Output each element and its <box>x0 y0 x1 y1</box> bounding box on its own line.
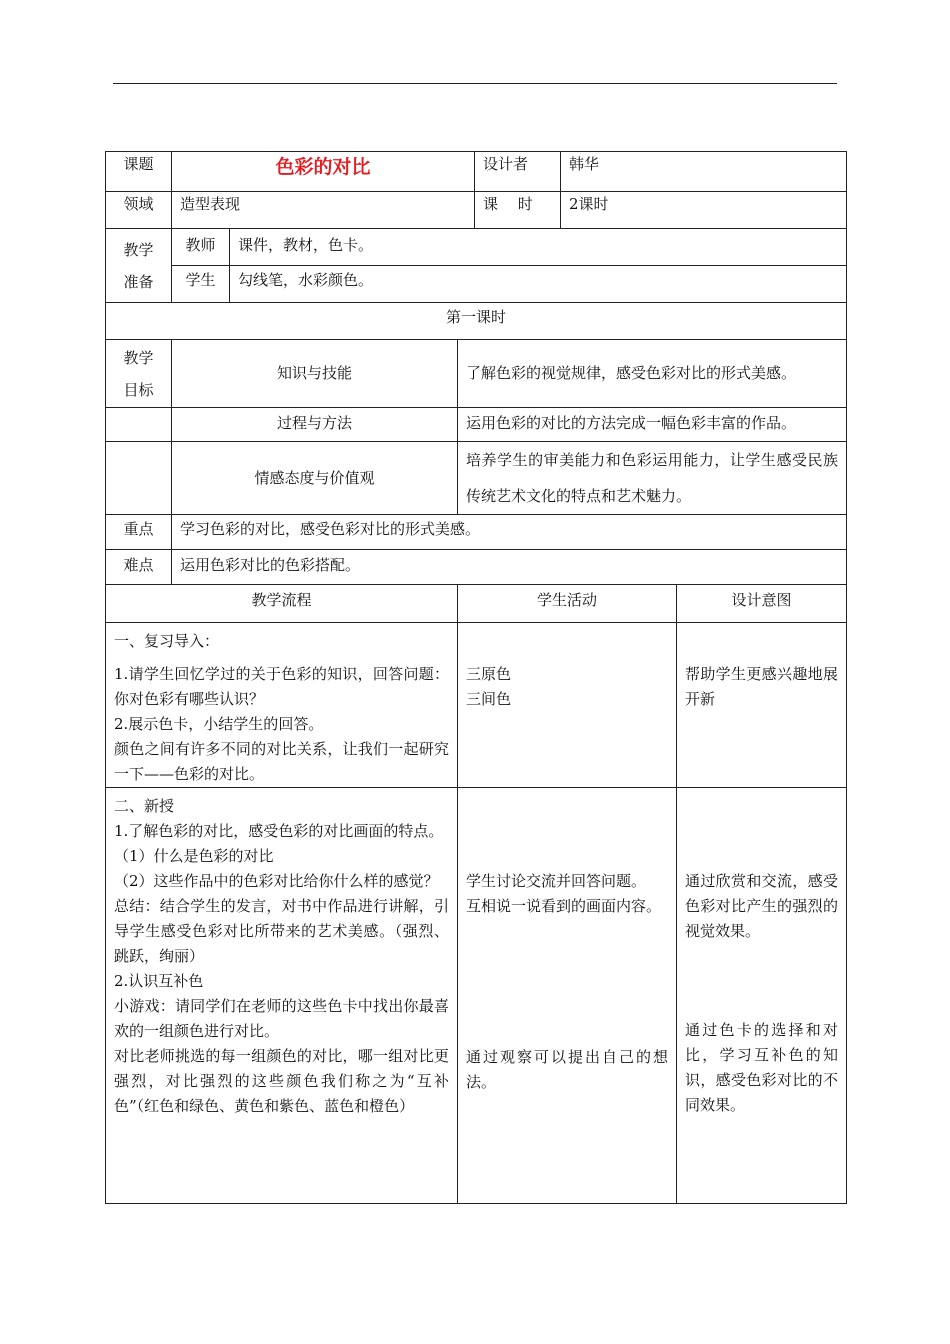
review-intent: 帮助学生更感兴趣地展开新 <box>677 623 847 788</box>
flow-header-activity: 学生活动 <box>458 585 677 623</box>
row-goal-1 <box>106 340 847 408</box>
difficulty-text: 运用色彩对比的色彩搭配。 <box>172 550 847 585</box>
goals-label: 教学 目标 <box>106 340 172 408</box>
hours-label: 课 时 <box>475 192 561 229</box>
flow-header-process: 教学流程 <box>106 585 458 623</box>
goal-name-3: 情感态度与价值观 <box>172 442 458 515</box>
row-topic <box>106 152 847 192</box>
row-goal-2 <box>106 408 847 442</box>
review-activity: 三原色 三间色 <box>458 623 677 788</box>
row-new <box>106 788 847 1204</box>
goal-name-1: 知识与技能 <box>172 340 458 408</box>
prep-student-value: 勾线笔，水彩颜色。 <box>230 266 847 303</box>
header-rule <box>113 83 837 84</box>
row-prep-student <box>106 266 847 303</box>
row-flow-headers <box>106 585 847 623</box>
designer-label: 设计者 <box>475 152 561 192</box>
prep-teacher-value: 课件，教材，色卡。 <box>230 229 847 266</box>
domain-label: 领域 <box>106 192 172 229</box>
row-prep-teacher <box>106 229 847 266</box>
topic-title: 色彩的对比 <box>172 152 475 192</box>
goal-name-2: 过程与方法 <box>172 408 458 442</box>
prep-teacher-label: 教师 <box>172 229 230 266</box>
row-key-point <box>106 515 847 550</box>
row-domain <box>106 192 847 229</box>
topic-label: 课题 <box>106 152 172 192</box>
hours-value: 2课时 <box>561 192 847 229</box>
row-goal-3 <box>106 442 847 515</box>
review-process: 一、复习导入： 1.请学生回忆学过的关于色彩的知识，回答问题：你对色彩有哪些认识？ 2.展示色卡，小结学生的回答。 颜色之间有许多不同的对比关系，让我们一起研究一下——色彩的对比。 <box>106 623 458 788</box>
key-point-text: 学习色彩的对比，感受色彩对比的形式美感。 <box>172 515 847 550</box>
row-difficulty <box>106 550 847 585</box>
key-point-label: 重点 <box>106 515 172 550</box>
designer-name: 韩华 <box>561 152 847 192</box>
row-review <box>106 623 847 788</box>
lesson-title: 第一课时 <box>106 303 847 340</box>
new-process: 二、新授 1.了解色彩的对比，感受色彩的对比画面的特点。 （1）什么是色彩的对比 （2）这些作品中的色彩对比给你什么样的感觉？ 总结：结合学生的发言，对书中作品进行讲解，引导学生感受色彩对比所带来的艺术美感。（强烈、跳跃，绚丽） 2.认识互补色 小游戏：请同学们在老师的这些色卡中找出你最喜欢的一组颜色进行对比。 对比老师挑选的每一组颜色的对比，哪一组对比更强烈，对比强烈的这些颜色我们称之为“互补色”（红色和绿色、黄色和紫色、蓝色和橙色） <box>106 788 458 1204</box>
new-intent: 通过欣赏和交流，感受色彩对比产生的强烈的视觉效果。 通过色卡的选择和对比，学习互补色的知识，感受色彩对比的不同效果。 <box>677 788 847 1204</box>
domain-value: 造型表现 <box>172 192 475 229</box>
lesson-plan-table <box>105 151 847 1204</box>
flow-header-intent: 设计意图 <box>677 585 847 623</box>
new-activity: 学生讨论交流并回答问题。 互相说一说看到的画面内容。 通过观察可以提出自己的想法。 <box>458 788 677 1204</box>
prep-label: 教学 准备 <box>106 229 172 303</box>
goal-text-1: 了解色彩的视觉规律，感受色彩对比的形式美感。 <box>458 340 847 408</box>
difficulty-label: 难点 <box>106 550 172 585</box>
goal-text-3: 培养学生的审美能力和色彩运用能力，让学生感受民族传统艺术文化的特点和艺术魅力。 <box>458 442 847 515</box>
row-lesson-title <box>106 303 847 340</box>
goal-text-2: 运用色彩的对比的方法完成一幅色彩丰富的作品。 <box>458 408 847 442</box>
prep-student-label: 学生 <box>172 266 230 303</box>
